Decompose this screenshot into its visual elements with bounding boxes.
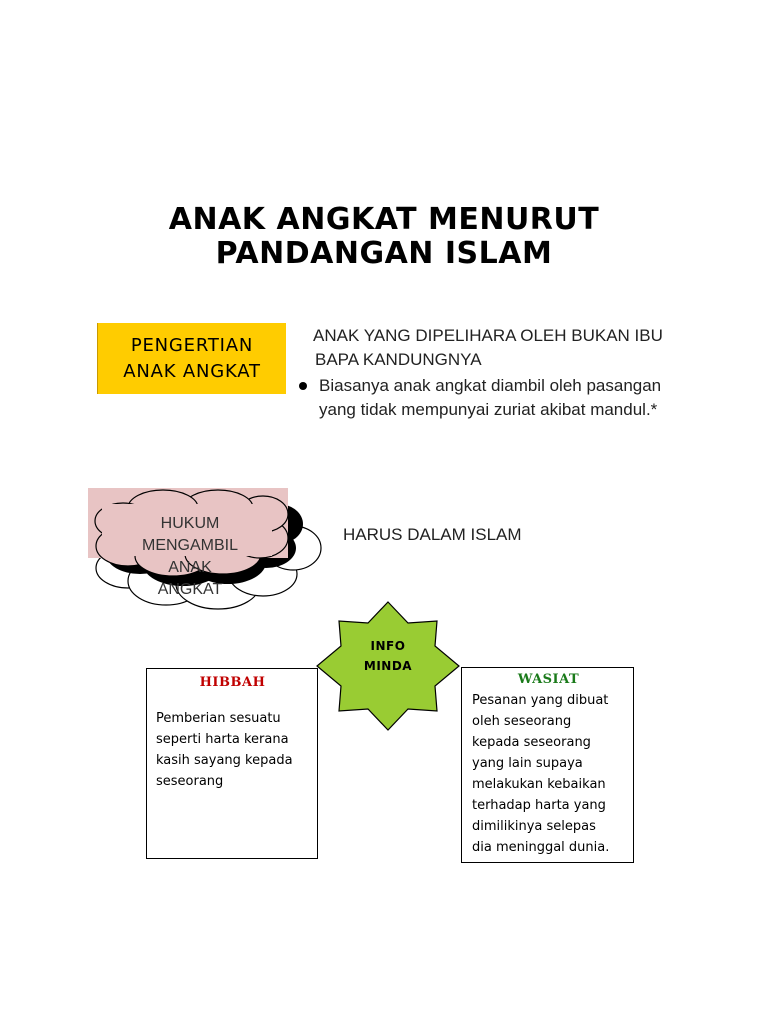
hibbah-line-3: kasih sayang kepada (156, 753, 293, 768)
wasiat-line-2: oleh seseorang (472, 714, 572, 729)
cloud-label-line-2: MENGAMBIL (141, 537, 238, 554)
page-title (0, 203, 768, 271)
cloud-label (140, 513, 240, 601)
definition-bullet (313, 374, 673, 422)
wasiat-line-7: dimilikinya selepas (472, 819, 596, 834)
definition-text-line-1: ANAK YANG DIPELIHARA OLEH BUKAN IBU (313, 326, 663, 345)
wasiat-line-3: kepada seseorang (472, 735, 591, 750)
hibbah-line-2: seperti harta kerana (156, 732, 289, 747)
definition-label-line-1: PENGERTIAN (130, 335, 254, 356)
title-line-2: PANDANGAN ISLAM (215, 236, 553, 271)
definition-label-line-2: ANAK ANGKAT (123, 361, 261, 382)
wasiat-box (461, 667, 634, 863)
definition-bullet-line-2: yang tidak mempunyai zuriat akibat mandul.* (319, 400, 658, 419)
ruling-answer: HARUS DALAM ISLAM (343, 525, 522, 544)
title-line-1: ANAK ANGKAT MENURUT (168, 202, 600, 237)
wasiat-line-4: yang lain supaya (472, 756, 583, 771)
definition-text (313, 324, 673, 422)
hibbah-line-1: Pemberian sesuatu (156, 711, 281, 726)
definition-label-box (97, 323, 286, 394)
hibbah-box (146, 668, 318, 859)
info-minda-line-1: INFO (370, 639, 406, 653)
definition-text-line-2: BAPA KANDUNGNYA (315, 350, 482, 369)
definition-bullet-line-1: Biasanya anak angkat diambil oleh pasangan (319, 376, 662, 395)
bullet-icon (299, 382, 307, 390)
wasiat-line-6: terhadap harta yang (472, 798, 606, 813)
wasiat-title: WASIAT (517, 672, 580, 687)
cloud-label-line-3: ANAK ANGKAT (157, 559, 223, 598)
info-minda-label (340, 636, 436, 676)
hibbah-title: HIBBAH (199, 675, 266, 690)
cloud-label-line-1: HUKUM (160, 515, 220, 532)
info-minda-line-2: MINDA (363, 659, 413, 673)
hibbah-line-4: seseorang (156, 774, 224, 789)
wasiat-line-1: Pesanan yang dibuat (472, 693, 609, 708)
wasiat-line-8: dia meninggal dunia. (472, 840, 610, 855)
wasiat-line-5: melakukan kebaikan (472, 777, 606, 792)
